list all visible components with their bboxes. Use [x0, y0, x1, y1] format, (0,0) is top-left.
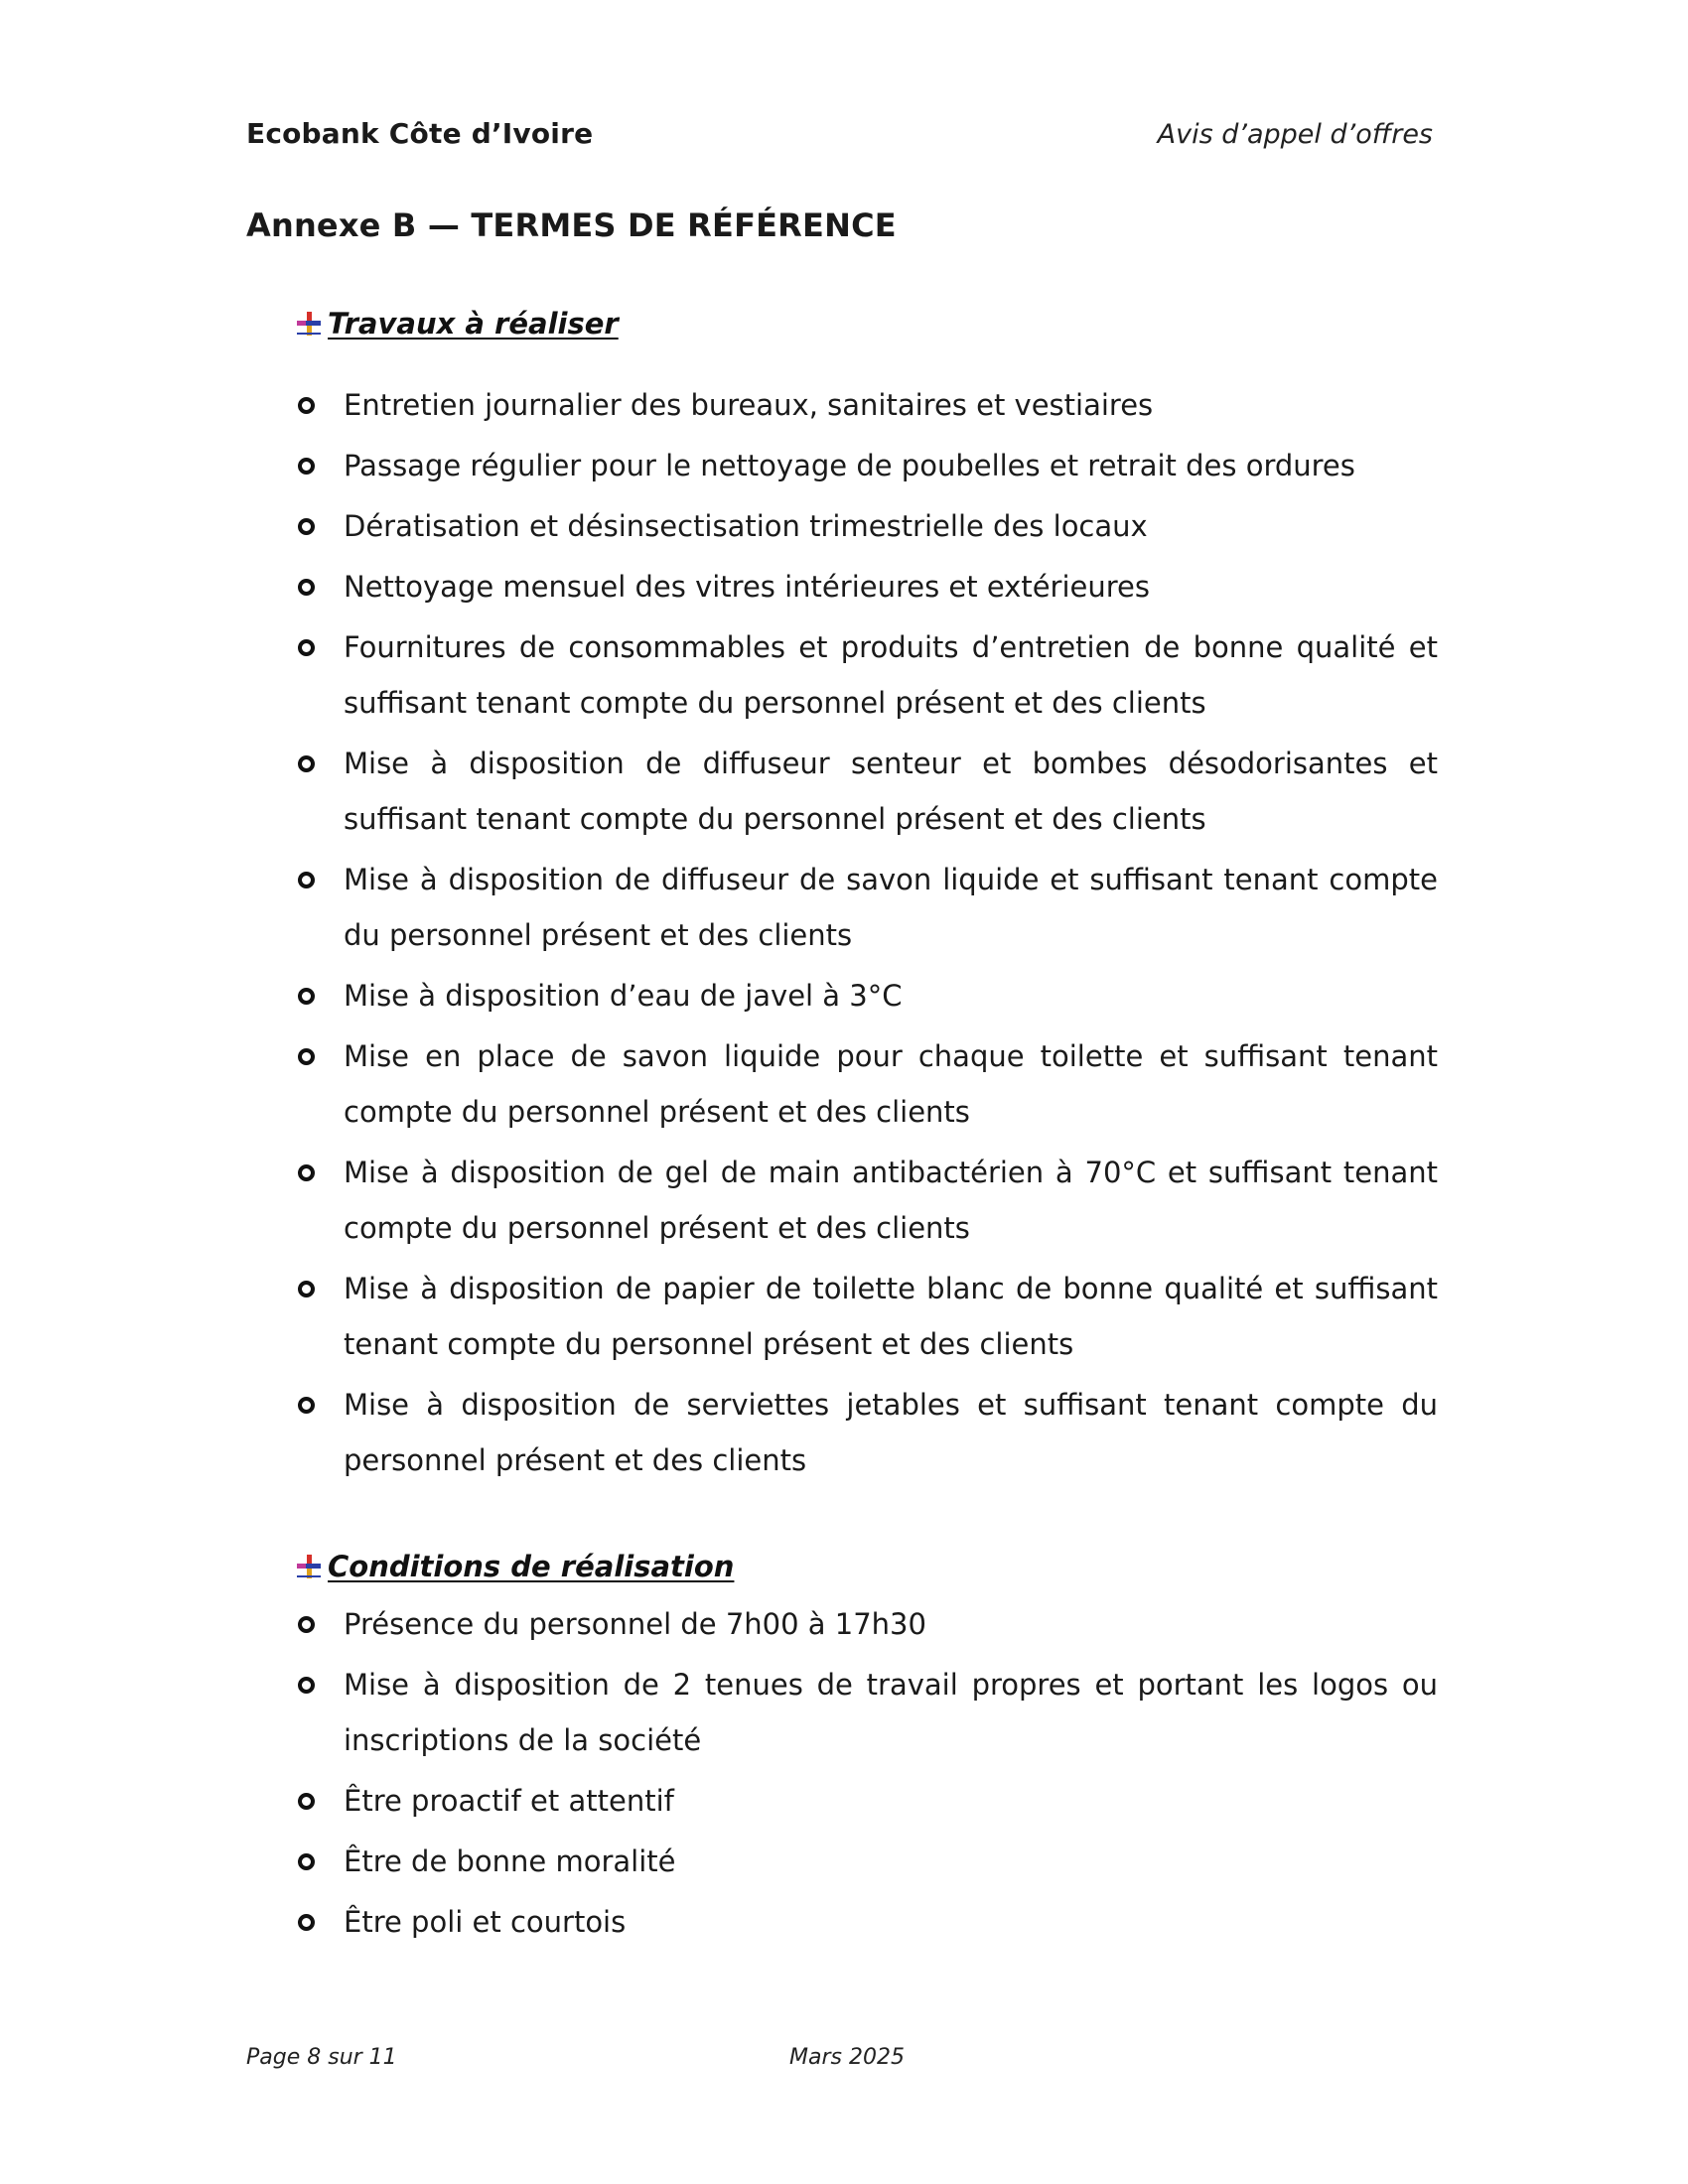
section-heading-travaux [296, 304, 1438, 343]
list-item [296, 438, 1438, 493]
ring-bullet-icon [296, 968, 344, 1024]
list-item-text: Être proactif et attentif [344, 1784, 674, 1818]
annex-title: Annexe B — TERMES DE RÉFÉRENCE [246, 206, 897, 244]
ring-bullet-icon [296, 1145, 344, 1200]
section-heading-label: Conditions de réalisation [328, 1550, 735, 1583]
list-item-text: Mise à disposition de 2 tenues de travail propres et portant les logos ou inscriptions de la société [344, 1668, 1438, 1757]
list-item [296, 1657, 1438, 1768]
conditions-list [296, 1596, 1438, 1955]
ring-bullet-icon [296, 438, 344, 493]
list-item-text: Être de bonne moralité [344, 1844, 676, 1878]
ring-bullet-icon [296, 559, 344, 614]
list-item [296, 1596, 1438, 1652]
list-item [296, 1894, 1438, 1950]
ring-bullet-icon [296, 1377, 344, 1433]
colored-cross-bullet-icon [296, 1554, 322, 1579]
ring-bullet-icon [296, 1834, 344, 1889]
ring-bullet-icon [296, 852, 344, 907]
ring-bullet-icon [296, 377, 344, 433]
list-item-text: Être poli et courtois [344, 1905, 627, 1939]
list-item-text: Mise à disposition de serviettes jetables et suffisant tenant compte du personnel présent et des clients [344, 1388, 1438, 1477]
section-travaux [296, 304, 1438, 343]
colored-cross-bullet-icon [296, 311, 322, 337]
list-item-text: Mise à disposition de papier de toilette blanc de bonne qualité et suffisant tenant compte du personnel présent et des clients [344, 1272, 1438, 1361]
list-item [296, 1145, 1438, 1256]
ring-bullet-icon [296, 1773, 344, 1829]
list-item-text: Entretien journalier des bureaux, sanitaires et vestiaires [344, 388, 1154, 422]
list-item [296, 619, 1438, 731]
list-item [296, 559, 1438, 614]
list-item-text: Mise à disposition d’eau de javel à 3°C [344, 979, 903, 1013]
list-item-text: Fournitures de consommables et produits d’entretien de bonne qualité et suffisant tenant compte du personnel présent et des clients [344, 630, 1438, 720]
list-item-text: Passage régulier pour le nettoyage de poubelles et retrait des ordures [344, 449, 1355, 482]
list-item [296, 968, 1438, 1024]
list-item [296, 1377, 1438, 1488]
section-conditions [296, 1547, 1438, 1586]
list-item-text: Mise à disposition de diffuseur senteur et bombes désodorisantes et suffisant tenant compte du personnel présent et des clients [344, 747, 1438, 836]
list-item-text: Mise à disposition de gel de main antibactérien à 70°C et suffisant tenant compte du personnel présent et des clients [344, 1156, 1438, 1245]
list-item [296, 736, 1438, 847]
list-item [296, 1773, 1438, 1829]
ring-bullet-icon [296, 1894, 344, 1950]
ring-bullet-icon [296, 1028, 344, 1084]
list-item [296, 1834, 1438, 1889]
list-item [296, 852, 1438, 963]
list-item-text: Mise en place de savon liquide pour chaque toilette et suffisant tenant compte du personnel présent et des clients [344, 1039, 1438, 1129]
footer-date: Mars 2025 [789, 2045, 905, 2070]
travaux-list [296, 377, 1438, 1493]
header-document-type: Avis d’appel d’offres [1157, 119, 1433, 150]
ring-bullet-icon [296, 498, 344, 554]
ring-bullet-icon [296, 736, 344, 791]
list-item [296, 1028, 1438, 1140]
section-heading-label: Travaux à réaliser [328, 307, 619, 341]
footer-page-number: Page 8 sur 11 [246, 2045, 397, 2070]
header-company-name: Ecobank Côte d’Ivoire [246, 117, 594, 150]
list-item-text: Nettoyage mensuel des vitres intérieures et extérieures [344, 570, 1150, 604]
list-item [296, 498, 1438, 554]
list-item-text: Présence du personnel de 7h00 à 17h30 [344, 1607, 926, 1641]
list-item-text: Mise à disposition de diffuseur de savon liquide et suffisant tenant compte du personnel présent et des clients [344, 863, 1438, 952]
list-item-text: Dératisation et désinsectisation trimestrielle des locaux [344, 509, 1148, 543]
list-item [296, 1261, 1438, 1372]
ring-bullet-icon [296, 1261, 344, 1316]
list-item [296, 377, 1438, 433]
section-heading-conditions [296, 1547, 1438, 1586]
ring-bullet-icon [296, 619, 344, 675]
ring-bullet-icon [296, 1657, 344, 1712]
ring-bullet-icon [296, 1596, 344, 1652]
